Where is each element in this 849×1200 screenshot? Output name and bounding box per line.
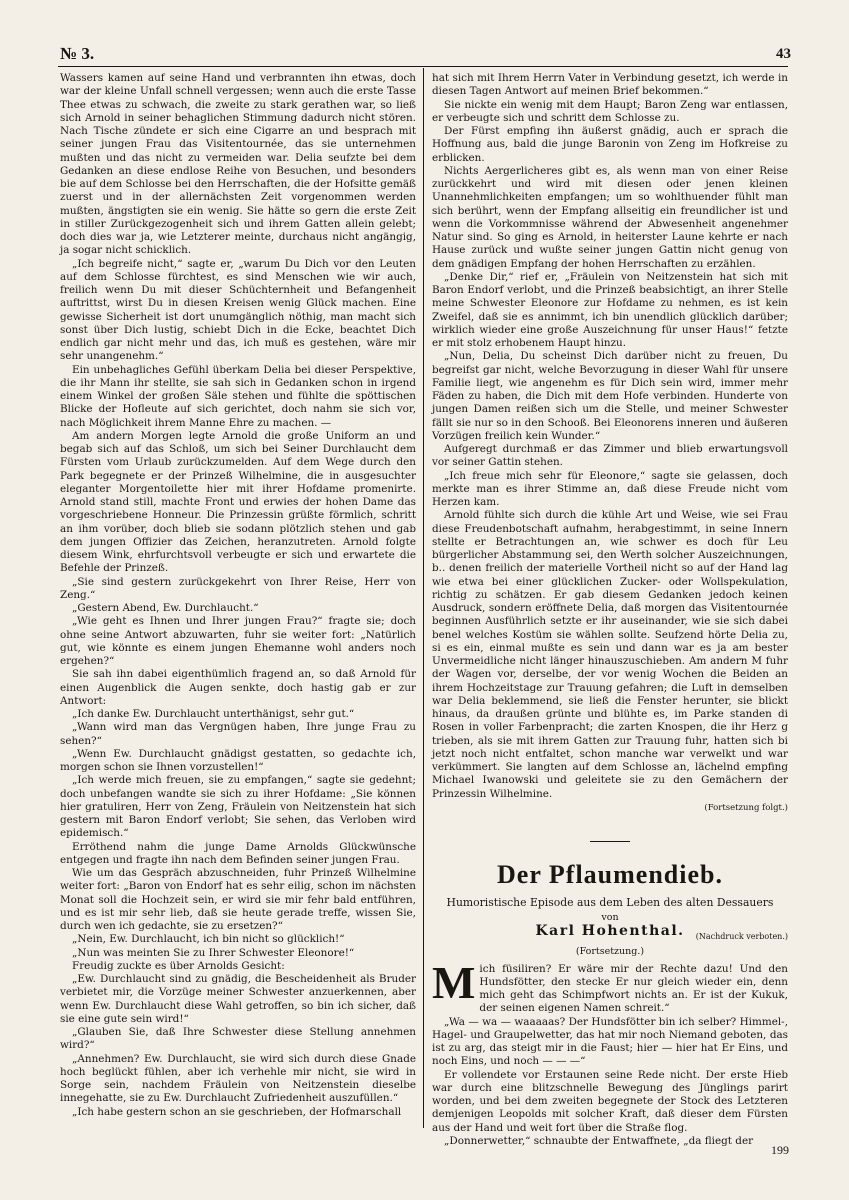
paragraph: „Ich habe gestern schon an sie geschrieben, der Hofmarschall — [72, 1105, 402, 1118]
paragraph: „Ich begreife nicht,“ sagte er, „warum Du Dich vor den Leuten auf dem Schlosse fürchtest, es sind Menschen wie wir auch, freilich wenn Du mit dieser Schüchternheit und Befangenheit auftrittst, wirst Du in diesen Kreisen wenig Glück machen. Eine gewisse Sicherheit ist dort unumgänglich nöthig, man macht sich sonst über Dich lustig, schiebt Dich in die Ecke, beachtet Dich endlich gar nicht mehr und das, ich muß es gestehen, wäre mir sehr unangenehm.“ — [60, 257, 416, 363]
continued-note: (Fortsetzung folgt.) — [704, 802, 788, 813]
paragraph: Arnold fühlte sich durch die kühle Art und Weise, wie sei Frau diese Freudenbotschaft aufnahm, herabgestimmt, in seine Innern stellte er Betrachtungen an, wie schwer es doch für Leu bürgerlicher Abstammung sei, den Werth solcher Auszeichnungen, b.. denen freilich der materielle Vortheil nicht so auf der Hand lag wie etwa bei einer glücklichen Zucker- oder Wollspekulation, richtig zu schätzen. Er gab diesem Gedanken jedoch keinen Ausdruck, sondern eröffnete Delia, daß morgen das Visitentournée beginnen Ausführlich setzte er ihr auseinander, wie sie sich dabei benel welches Kostüm sie wählen sollte. Seufzend hörte Delia zu, si es ein, einmal mußte es sein und dann war es ja am bester Unvermeidliche nicht länger hinauszuschieben. Am andern M fuhr der Wagen vor, derselbe, der vor wenig Wochen die Beiden an ihrem Hochzeitstage zur Trauung gefahren; die Luft in demselben war Delia beklemmend, sie ließ die Fenster herunter, sie blickt hinaus, da draußen grünte und blühte es, im Parke standen di Rosen in voller Farbenpracht; die zarten Knospen, die ihr Herz g trieben, als sie mit ihrem Gatten zur Trauung fuhr, hatten sich bi jetzt noch nicht entfaltet, schon manche war verwelkt und war verkümmert. Sie langten auf dem Schlosse an, lächelnd empfing Michael Iwanowski und geleitete sie zu den Gemächern der Prinzessin Wilhelmine. — [432, 509, 788, 800]
story-paragraph: „Wa — wa — waaaaas? Der Hundsfötter bin ich selber? Himmel-, Hagel- und Graupelwetter, das hat mir noch Niemand geboten, das ist zu arg, das steigt mir in die Faust; hier — hier hat Er Eins, und noch Eins, und noch — — —“ — [432, 1015, 788, 1068]
byline-von: von — [601, 912, 619, 923]
paragraph: Erröthend nahm die junge Dame Arnolds Glückwünsche entgegen und fragte ihn nach dem Befinden seiner jungen Frau. — [60, 840, 416, 866]
story-subtitle: Humoristische Episode aus dem Leben des alten Dessauers — [446, 896, 774, 909]
paragraph: „Annehmen? Ew. Durchlaucht, sie wird sich durch diese Gnade hoch beglückt fühlen, aber ich verhehle mir nicht, sie wird in Sorge sein, nachdem Fräulein von Neitzenstein dieselbe innegehatte, sie zu Ew. Durchlaucht Zufriedenheit auszufüllen.“ — [60, 1052, 416, 1105]
story-paragraph: Er vollendete vor Erstaunen seine Rede nicht. Der erste Hieb war durch eine blitzschnelle Bewegung des Jünglings parirt worden, und bei dem zweiten begegnete der Stock des Letzteren demjenigen Leopolds mit solcher Kraft, daß dieser dem Fürsten aus der Hand und weit fort über die Straße flog. — [432, 1068, 788, 1134]
continuation-note: (Fortsetzung.) — [575, 946, 645, 958]
drop-cap: M — [432, 956, 476, 1008]
paragraph: „Nun was meinten Sie zu Ihrer Schwester Eleonore!“ — [72, 946, 355, 959]
paragraph: Ein unbehagliches Gefühl überkam Delia bei dieser Perspektive, die ihr Mann ihr stellte, sie sah sich in Gedanken schon in irgend einem Winkel der großen Säle stehen und fühlte die spöttischen Blicke der Hofleute auf sich gerichtet, doch nahm sie sich vor, nach Möglichkeit ihrem Manne Ehre zu machen. — — [60, 363, 416, 429]
paragraph: „Wie geht es Ihnen und Ihrer jungen Frau?“ fragte sie; doch ohne seine Antwort abzuwarten, fuhr sie weiter fort: „Natürlich gut, wie könnte es einem jungen Ehemanne wohl anders noch ergehen?“ — [60, 615, 416, 667]
paragraph: Am andern Morgen legte Arnold die große Uniform an und begab sich auf das Schloß, um sich bei Seiner Durchlaucht dem Fürsten vom Urlaub zurückzumelden. Auf dem Wege durch den Park begegnete er der Prinzeß Wilhelmine, die in ausgesuchter eleganter Morgentoilette hier mit ihrer Hofdame promenirte. Arnold stand still, machte Front und erwies der hohen Dame das vorgeschriebene Honneur. Die Prinzessin grüßte förmlich, schritt an ihm vorüber, doch blieb sie sodann plötzlich stehen und gab dem jungen Offizier das Zeichen, heranzutreten. Arnold folgte diesem Wink, ehrfurchtsvoll verbeugte er sich und erwartete die Befehle der Prinzeß. — [60, 429, 416, 575]
paragraph: „Ich danke Ew. Durchlaucht unterthänigst, sehr gut.“ — [72, 708, 355, 720]
page-number-top: 43 — [776, 46, 791, 62]
paragraph: „Gestern Abend, Ew. Durchlaucht.“ — [72, 602, 259, 614]
paragraph: „Wann wird man das Vergnügen haben, Ihre junge Frau zu sehen?“ — [60, 721, 416, 747]
paragraph: Freudig zuckte es über Arnolds Gesicht: — [72, 959, 285, 972]
paragraph: Aufgeregt durchmaß er das Zimmer und blieb erwartungsvoll vor seiner Gattin stehen. — [432, 443, 788, 469]
left-column — [60, 72, 416, 1119]
reprint-note: (Nachdruck verboten.) — [695, 932, 788, 942]
paragraph: Nichts Aergerlicheres gibt es, als wenn man von einer Reise zurückkehrt und wird mit diesen oder jenen kleinen Unannehmlichkeiten empfangen; um so wohlthuender fühlt man sich berührt, wenn der Empfang allseitig ein freundlicher ist und wenn die Vorkommnisse während der Abwesenheit angenehmer Natur sind. So ging es Arnold, in heiterster Laune kehrte er nach Hause zurück und wußte seiner jungen Gattin nicht genug von dem gnädigen Empfang der hohen Herrschaften zu erzählen. — [432, 164, 788, 270]
header-rule — [58, 66, 788, 67]
paragraph: Wie um das Gespräch abzuschneiden, fuhr Prinzeß Wilhelmine weiter fort: „Baron von Endorf hat es sehr eilig, schon im nächsten Monat soll die Hochzeit sein, er wird sie mir fehr bald entführen, und es ist mir sehr lieb, daß sie heute gerade treffe, wissen Sie, durch wen ich gedachte, sie zu ersetzen?“ — [60, 867, 416, 932]
paragraph: Sie sah ihn dabei eigenthümlich fragend an, so daß Arnold für einen Augenblick die Augen senkte, doch hastig gab er zur Antwort: — [60, 668, 416, 707]
paragraph: „Nein, Ew. Durchlaucht, ich bin nicht so glücklich!“ — [72, 933, 345, 946]
paragraph: hat sich mit Ihrem Herrn Vater in Verbindung gesetzt, ich werde in diesen Tagen Antwort auf meinen Brief bekommen.“ — [432, 72, 788, 98]
paragraph: „Nun, Delia, Du scheinst Dich darüber nicht zu freuen, Du begreifst gar nicht, welche Bevorzugung in dieser Wahl für unsere Familie liegt, wie angenehm es für Dich sein wird, immer mehr Fäden zu haben, die Dich mit dem Hofe verbinden. Hunderte von jungen Damen reißen sich um die Stelle, und meiner Schwester fällt sie nur so in den Schooß. Bei Eleonorens inneren und äußeren Vorzügen freilich kein Wunder.“ — [432, 350, 788, 442]
paragraph: Der Fürst empfing ihn äußerst gnädig, auch er sprach die Hoffnung aus, bald die junge Baronin von Zeng im Hofkreise zu erblicken. — [432, 125, 788, 164]
right-column — [432, 72, 788, 1148]
paragraph: „Glauben Sie, daß Ihre Schwester diese Stellung annehmen wird?“ — [60, 1026, 416, 1052]
issue-number: № 3. — [60, 44, 95, 63]
paragraph: „Ich werde mich freuen, sie zu empfangen,“ sagte sie gedehnt; doch unbefangen wandte sie sich zu ihrer Hofdame: „Sie können hier gratuliren, Herr von Zeng, Fräulein von Neitzenstein hat sich gestern mit Baron Endorf verlobt; Sie sehen, das Verloben wird epidemisch.“ — [60, 774, 416, 840]
paragraph: „Sie sind gestern zurückgekehrt von Ihrer Reise, Herr von Zeng.“ — [60, 575, 416, 601]
paragraph: „Wenn Ew. Durchlaucht gnädigst gestatten, so gedachte ich, morgen schon sie Ihnen vorzustellen!“ — [60, 747, 416, 773]
column-divider — [423, 68, 424, 1128]
paragraph: „Ich freue mich sehr für Eleonore,“ sagte sie gelassen, doch merkte man es ihrer Stimme an, daß diese Freude nicht vom Herzen kam. — [432, 469, 788, 508]
story-text: ich füsiliren? Er wäre mir der Rechte dazu! Und den Hundsfötter, den stecke Er nur gleich wieder ein, denn mich geht das Schimpfwort nichts an. Er ist der Kukuk, der seinen eigenen Namen schreit.“ — [479, 962, 788, 1015]
paragraph: Sie nickte ein wenig mit dem Haupt; Baron Zeng war entlassen, er verbeugte sich und schritt dem Schlosse zu. — [432, 98, 788, 124]
story-paragraph — [432, 956, 788, 1016]
paragraph: „Ew. Durchlaucht sind zu gnädig, die Bescheidenheit als Bruder verbietet mir, die Vorzüge meiner Schwester anzuerkennen, aber wenn Ew. Durchlaucht diese Wahl getroffen, so bin ich sicher, daß sie eine gute sein wird!“ — [60, 973, 416, 1025]
page-number-bottom: 199 — [771, 1143, 789, 1157]
paragraph: „Denke Dir,“ rief er, „Fräulein von Neitzenstein hat sich mit Baron Endorf verlobt, und die Prinzeß beabsichtigt, an ihrer Stelle meine Schwester Eleonore zur Hofdame zu nehmen, es ist kein Zweifel, daß sie es annimmt, ich bin unendlich glücklich darüber; wirklich wieder eine große Auszeichnung für unser Haus!“ fetzte er mit stolz erhobenem Haupt hinzu. — [432, 270, 788, 349]
story-title: Der Pflaumendieb. — [497, 860, 723, 889]
author-row — [432, 925, 788, 943]
section-divider — [590, 841, 630, 842]
paragraph: Wassers kamen auf seine Hand und verbrannten ihn etwas, doch war der kleine Unfall schnell vergessen; wenn auch die erste Tasse Thee etwas zu schwach, die zweite zu stark gerathen war, so ließ sich Arnold in seiner behaglichen Stimmung dadurch nicht stören. Nach Tische zündete er sich eine Cigarre an und besprach mit seiner jungen Frau das Visitentournée, das sie unternehmen mußten und das nicht zu vermeiden war. Delia seufzte bei dem Gedanken an diese endlose Reihe von Besuchen, und besonders bie auf dem Schlosse bei den Herrschaften, die der Hofsitte gemäß zuerst und in der allernächsten Zeit vorgenommen werden mußten, ängstigten sie ein wenig. Sie hätte so gern die erste Zeit in stiller Zurückgezogenheit sich und ihrem Gatten allein gelebt; doch dies war ja, wie Letzterer meinte, durchaus nicht angängig, ja sogar nicht schicklich. — [60, 72, 416, 257]
story-paragraph: „Donnerwetter,“ schnaubte der Entwaffnete, „da fliegt der — [444, 1134, 754, 1147]
author-name: Karl Hohenthal. — [535, 923, 685, 940]
